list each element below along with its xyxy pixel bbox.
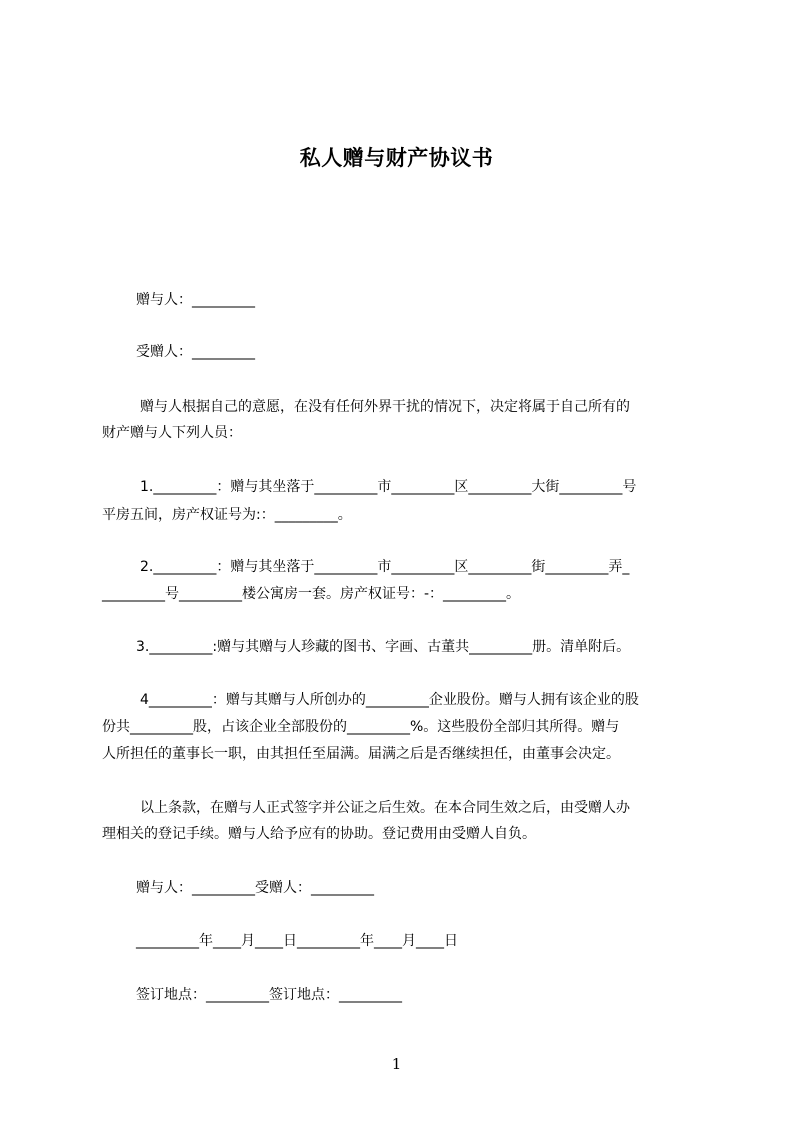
item1-line-1: 1._________：赠与其坐落于_________市_________区_________大街_________号 xyxy=(140,479,637,495)
page-number: 1 xyxy=(391,1055,402,1073)
recipient-line: 受赠人：_________ xyxy=(136,344,255,360)
item4-line-3: 人所担任的董事长一职，由其担任至届满。届满之后是否继续担任，由董事会决定。 xyxy=(102,746,620,762)
intro-line-2: 财产赠与人下列人员： xyxy=(102,425,242,441)
place-line: 签订地点：_________签订地点：_________ xyxy=(136,987,402,1003)
item1-line-2: 平房五间，房产权证号为:：_________。 xyxy=(102,507,352,523)
item2-line-1: 2._________：赠与其坐落于_________市_________区_________街_________弄_ xyxy=(140,559,630,575)
item4-line-1: 4_________：赠与其赠与人所创办的_________企业股份。赠与人拥有该企业的股 xyxy=(140,692,639,708)
page-title: 私人赠与财产协议书 xyxy=(299,146,494,170)
signature-line: 赠与人：_________受赠人：_________ xyxy=(136,880,374,896)
closing-line-2: 理相关的登记手续。赠与人给予应有的协助。登记费用由受赠人自负。 xyxy=(102,826,536,842)
intro-line-1: 赠与人根据自己的意愿，在没有任何外界干扰的情况下，决定将属于自己所有的 xyxy=(140,399,630,415)
item3-line-1: 3._________:赠与其赠与人珍藏的图书、字画、古董共_________册。清单附后。 xyxy=(136,639,631,655)
closing-line-1: 以上条款，在赠与人正式签字并公证之后生效。在本合同生效之后，由受赠人办 xyxy=(140,800,630,816)
date-line: _________年____月____日_________年____月____日 xyxy=(136,933,458,949)
item2-line-2: _________号_________楼公寓房一套。房产权证号：-：_________。 xyxy=(102,586,521,602)
item4-line-2: 份共_________股，占该企业全部股份的_________%。这些股份全部归其所得。赠与 xyxy=(102,719,620,735)
donor-line: 赠与人：_________ xyxy=(136,292,255,308)
